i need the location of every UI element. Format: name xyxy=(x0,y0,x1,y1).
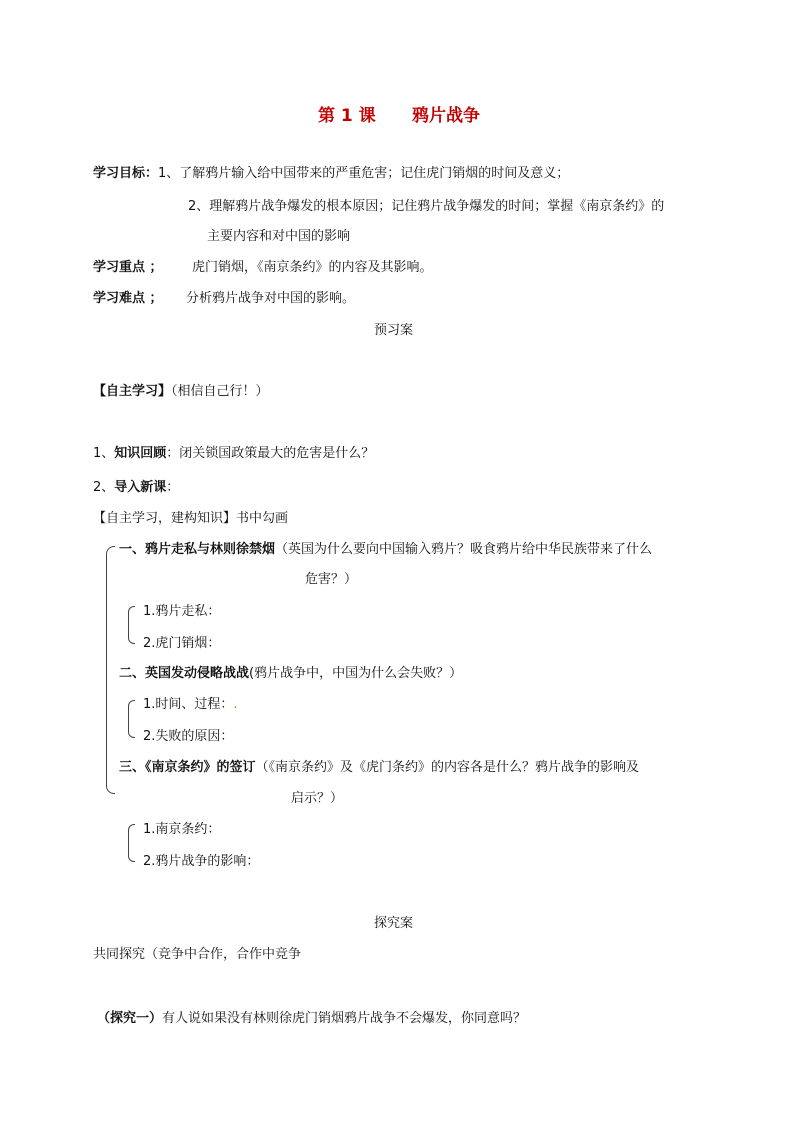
explore-question-1 xyxy=(97,1011,526,1027)
explore-question-1-text: 有人说如果没有林则徐虎门销烟鸦片战争不会爆发，你同意吗？ xyxy=(162,1011,527,1026)
section-3-question-cont: 启示？） xyxy=(291,791,344,806)
section-3-question: （《南京条约》及《虎门条约》的内容各是什么？鸦片战争的影响及 xyxy=(255,760,640,775)
objective-item-2: 2、理解鸦片战争爆发的根本原因；记住鸦片战争爆发的时间；掌握《南京条约》的 xyxy=(188,199,665,214)
section-3-line1 xyxy=(119,760,639,776)
section-2-sub-1 xyxy=(143,697,238,713)
section-3-brace xyxy=(128,824,135,862)
section-1-sub-2: 2.虎门销烟： xyxy=(143,636,221,651)
self-study-line xyxy=(93,384,269,400)
lesson-title: 鸦片战争 xyxy=(412,106,480,126)
self-study-bracket: 【自主学习】 xyxy=(93,384,172,399)
section-2-sub-2: 2.失败的原因： xyxy=(143,729,234,744)
section-1-title: 一、鸦片走私与林则徐禁烟 xyxy=(119,542,276,557)
cooperate-line: 共同探究（竞争中合作，合作中竞争 xyxy=(93,947,302,962)
difficulties-label: 学习难点 ； xyxy=(93,291,163,306)
section-2-brace xyxy=(128,700,135,738)
section-2-title: 二、英国发动侵略战战 xyxy=(119,666,250,681)
intro-text: ： xyxy=(166,480,180,495)
section-1-question: （英国为什么要向中国输入鸦片？吸食鸦片给中华民族带来了什么 xyxy=(275,542,653,557)
section-2-mark: . xyxy=(233,697,238,712)
key-points-text: 虎门销烟，《南京条约》的内容及其影响。 xyxy=(192,260,433,275)
objective-item-2-cont: 主要内容和对中国的影响 xyxy=(207,229,351,244)
build-knowledge-line: 【自主学习，建构知识】书中勾画 xyxy=(93,511,289,526)
section-2-question: (鸦片战争中，中国为什么会失败？） xyxy=(249,666,463,681)
section-1-line1 xyxy=(119,542,652,558)
review-label: 知识回顾 xyxy=(114,446,167,461)
intro-label: 导入新课 xyxy=(114,480,167,495)
preview-heading: 预习案 xyxy=(374,323,414,338)
section-3-title: 三、《南京条约》的签订 xyxy=(119,760,256,775)
intro-number: 2、 xyxy=(93,480,115,495)
objective-item-1: 1、了解鸦片输入给中国带来的严重危害；记住虎门销烟的时间及意义； xyxy=(158,166,570,181)
section-1-question-cont: 危害？） xyxy=(305,572,358,587)
section-1-sub-1: 1.鸦片走私： xyxy=(143,604,221,619)
review-number: 1、 xyxy=(93,446,115,461)
review-question xyxy=(93,446,374,462)
objectives-label: 学习目标： xyxy=(93,166,159,181)
outline-brace xyxy=(106,546,115,794)
section-2-sub-1-text: 1.时间、过程： xyxy=(143,697,234,712)
explore-heading: 探究案 xyxy=(374,916,414,931)
intro-question xyxy=(93,480,179,496)
section-2-line1 xyxy=(119,666,462,682)
section-1-brace xyxy=(128,606,135,644)
explore-question-1-label: （探究一） xyxy=(97,1011,163,1026)
section-3-sub-2: 2.鸦片战争的影响： xyxy=(143,854,260,869)
self-study-note: （相信自己行！） xyxy=(171,384,269,399)
section-3-sub-1: 1.南京条约： xyxy=(143,822,221,837)
objectives-line1 xyxy=(93,166,569,182)
review-text: ：闭关锁国政策最大的危害是什么？ xyxy=(166,446,375,461)
key-points-label: 学习重点 ； xyxy=(93,260,163,275)
lesson-number: 第 1 课 xyxy=(318,106,376,126)
difficulties-text: 分析鸦片战争对中国的影响。 xyxy=(186,291,356,306)
